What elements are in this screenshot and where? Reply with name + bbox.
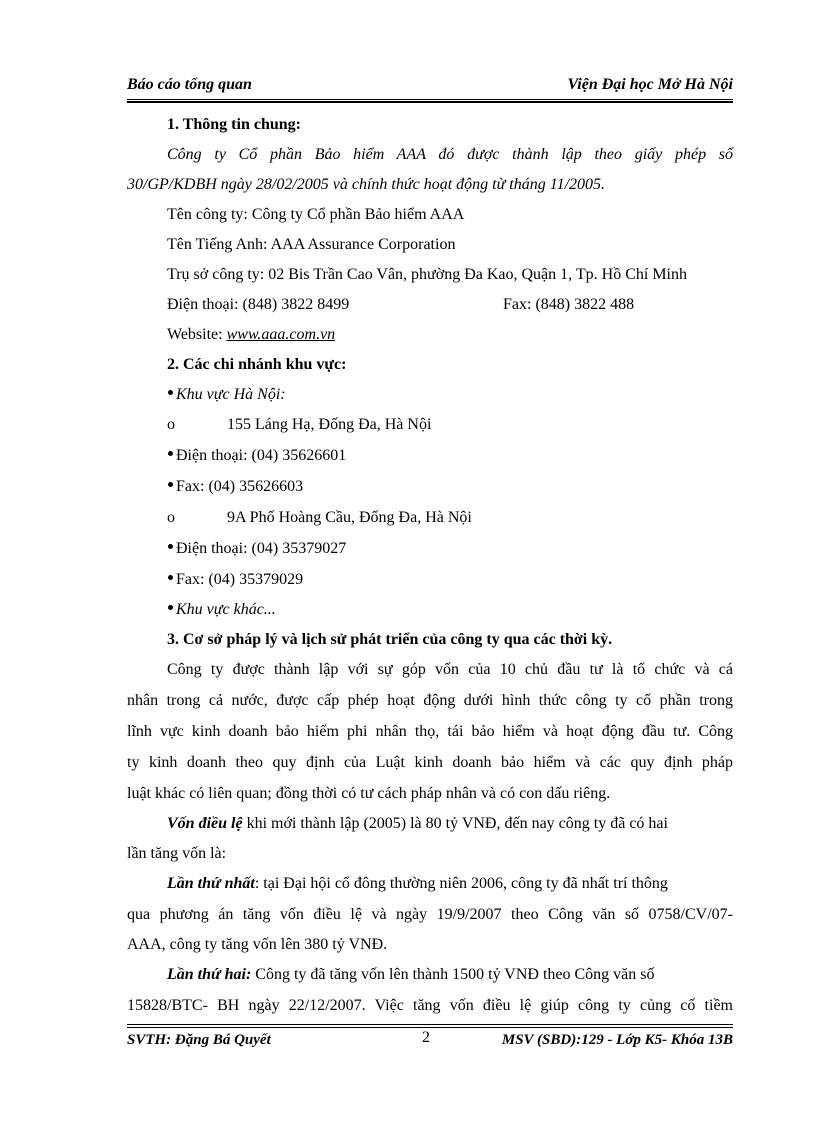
section3-heading: 3. Cơ sở pháp lý và lịch sử phát triển của công ty qua các thời kỳ. (167, 631, 613, 648)
head-office: Trụ sở công ty: 02 Bis Trần Cao Vân, phường Đa Kao, Quận 1, Tp. Hồ Chí Minh (167, 266, 687, 283)
paragraph-line: 15828/BTC- BH ngày 22/12/2007. Việc tăng vốn điều lệ giúp công ty củng cố tiềm (127, 997, 733, 1014)
paragraph-line: AAA, công ty tăng vốn lên 380 tỷ VNĐ. (127, 936, 388, 953)
first-increase-line: Lần thứ nhất: tại Đại hội cổ đông thường niên 2006, công ty đã nhất trí thông (167, 875, 668, 892)
branch1-address: 155 Láng Hạ, Đống Đa, Hà Nội (227, 416, 432, 433)
branch1-marker: o (167, 416, 175, 433)
header-right: Viện Đại học Mở Hà Nội (567, 76, 733, 93)
bullet-icon (167, 447, 175, 455)
branch2-marker: o (167, 509, 175, 526)
paragraph-line: lần tăng vốn là: (127, 845, 227, 862)
intro-line: Công ty Cổ phần Bảo hiểm AAA đó được thành lập theo giấy phép số (167, 146, 733, 163)
section2-heading: 2. Các chi nhánh khu vực: (167, 356, 347, 373)
branch1-phone-row: Điện thoại: (04) 35626601 (167, 447, 346, 465)
footer-rule (127, 1024, 733, 1028)
page-header (127, 74, 733, 98)
paragraph-line: qua phương án tăng vốn điều lệ và ngày 19/9/2007 theo Công văn số 0758/CV/07- (127, 906, 733, 923)
region-other: Khu vực khác... (167, 601, 276, 619)
bullet-icon (167, 571, 175, 579)
english-name: Tên Tiếng Anh: AAA Assurance Corporation (167, 236, 456, 253)
bullet-icon (167, 601, 175, 609)
footer-left: SVTH: Đặng Bá Quyết (127, 1032, 271, 1048)
charter-capital-line: Vốn điều lệ khi mới thành lập (2005) là 80 tỷ VNĐ, đến nay công ty đã có hai (167, 815, 668, 832)
branch2-address: 9A Phố Hoàng Cầu, Đống Đa, Hà Nội (227, 509, 472, 526)
page-number: 2 (422, 1029, 430, 1046)
bullet-icon (167, 478, 175, 486)
section1-heading: 1. Thông tin chung: (167, 116, 301, 133)
charter-capital-term: Vốn điều lệ (167, 815, 243, 832)
paragraph-line: Công ty được thành lập với sự góp vốn của 10 chủ đầu tư là tổ chức và cá (167, 661, 733, 678)
bullet-icon (167, 386, 175, 394)
second-increase-term: Lần thứ hai: (167, 966, 252, 983)
header-rule (127, 99, 733, 103)
paragraph-line: lĩnh vực kinh doanh bảo hiểm phi nhân thọ, tái bảo hiểm và hoạt động đầu tư. Công (127, 723, 733, 740)
branch2-phone-row: Điện thoại: (04) 35379027 (167, 540, 346, 558)
header-left: Báo cáo tổng quan (127, 76, 252, 93)
fax: Fax: (848) 3822 488 (503, 296, 635, 313)
branch2-fax-row: Fax: (04) 35379029 (167, 571, 303, 589)
website-row (167, 326, 335, 344)
website-link[interactable]: www.aaa.com.vn (226, 326, 336, 343)
paragraph-line: ty kinh doanh theo quy định của Luật kinh doanh bảo hiểm và các quy định pháp (127, 754, 733, 771)
bullet-icon (167, 540, 175, 548)
paragraph-line: luật khác có liên quan; đồng thời có tư cách pháp nhân và có con dấu riêng. (127, 785, 611, 802)
footer-right: MSV (SBD):129 - Lớp K5- Khóa 13B (501, 1032, 733, 1048)
first-increase-term: Lần thứ nhất (167, 875, 255, 892)
second-increase-line: Lần thứ hai: Công ty đã tăng vốn lên thành 1500 tỷ VNĐ theo Công văn số (167, 966, 655, 983)
company-name: Tên công ty: Công ty Cổ phần Bảo hiểm AAA (167, 206, 465, 223)
region-hanoi: Khu vực Hà Nội: (167, 386, 286, 404)
website-label: Website: (167, 326, 227, 343)
phone: Điện thoại: (848) 3822 8499 (167, 296, 350, 313)
branch1-fax-row: Fax: (04) 35626603 (167, 478, 303, 496)
intro-line: 30/GP/KDBH ngày 28/02/2005 và chính thức hoạt động từ tháng 11/2005. (127, 176, 606, 193)
paragraph-line: nhân trong cả nước, được cấp phép hoạt động dưới hình thức công ty cổ phần trong (127, 692, 733, 709)
